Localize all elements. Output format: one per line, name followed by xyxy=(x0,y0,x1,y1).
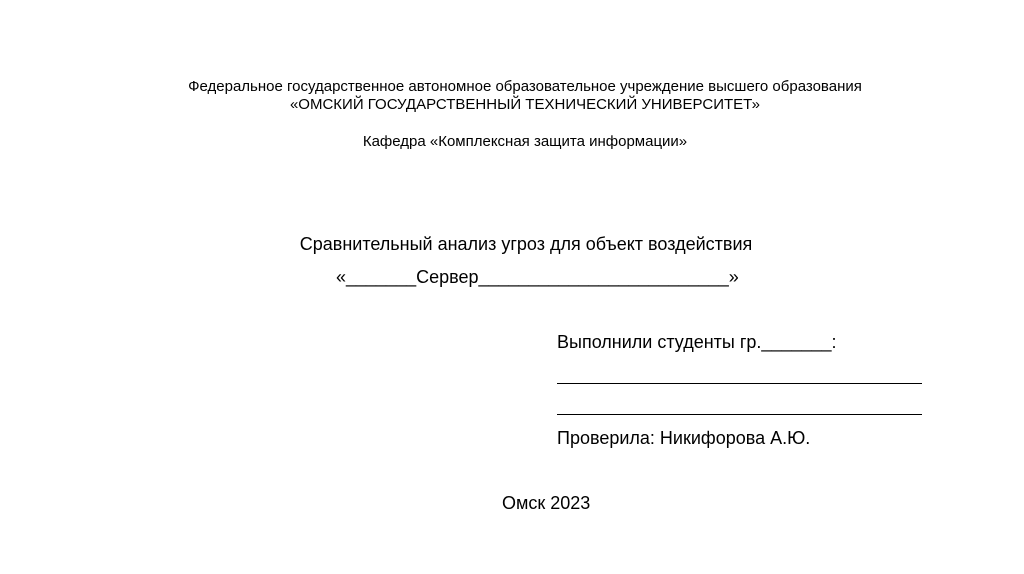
city-year: Омск 2023 xyxy=(502,493,591,513)
object-blank-after: _________________________ xyxy=(478,267,729,287)
work-title: Сравнительный анализ угроз для объект воздействия xyxy=(299,234,753,254)
checked-by-label: Проверила: Никифорова А.Ю. xyxy=(557,428,811,448)
student-name-line-2 xyxy=(557,414,922,415)
object-blank-before: _______ xyxy=(346,267,417,287)
object-name: Сервер xyxy=(416,267,479,287)
performed-by-label: Выполнили студенты гр._______: xyxy=(557,332,837,352)
university-name: «ОМСКИЙ ГОСУДАРСТВЕННЫЙ ТЕХНИЧЕСКИЙ УНИВЕРСИТЕТ» xyxy=(289,96,761,113)
work-object-line xyxy=(336,268,739,286)
student-name-line-1 xyxy=(557,383,922,384)
close-quote: » xyxy=(728,267,739,287)
university-type-line: Федеральное государственное автономное образовательное учреждение высшего образования xyxy=(188,78,862,95)
department-name: Кафедра «Комплексная защита информации» xyxy=(362,133,688,150)
open-quote: « xyxy=(336,267,347,287)
